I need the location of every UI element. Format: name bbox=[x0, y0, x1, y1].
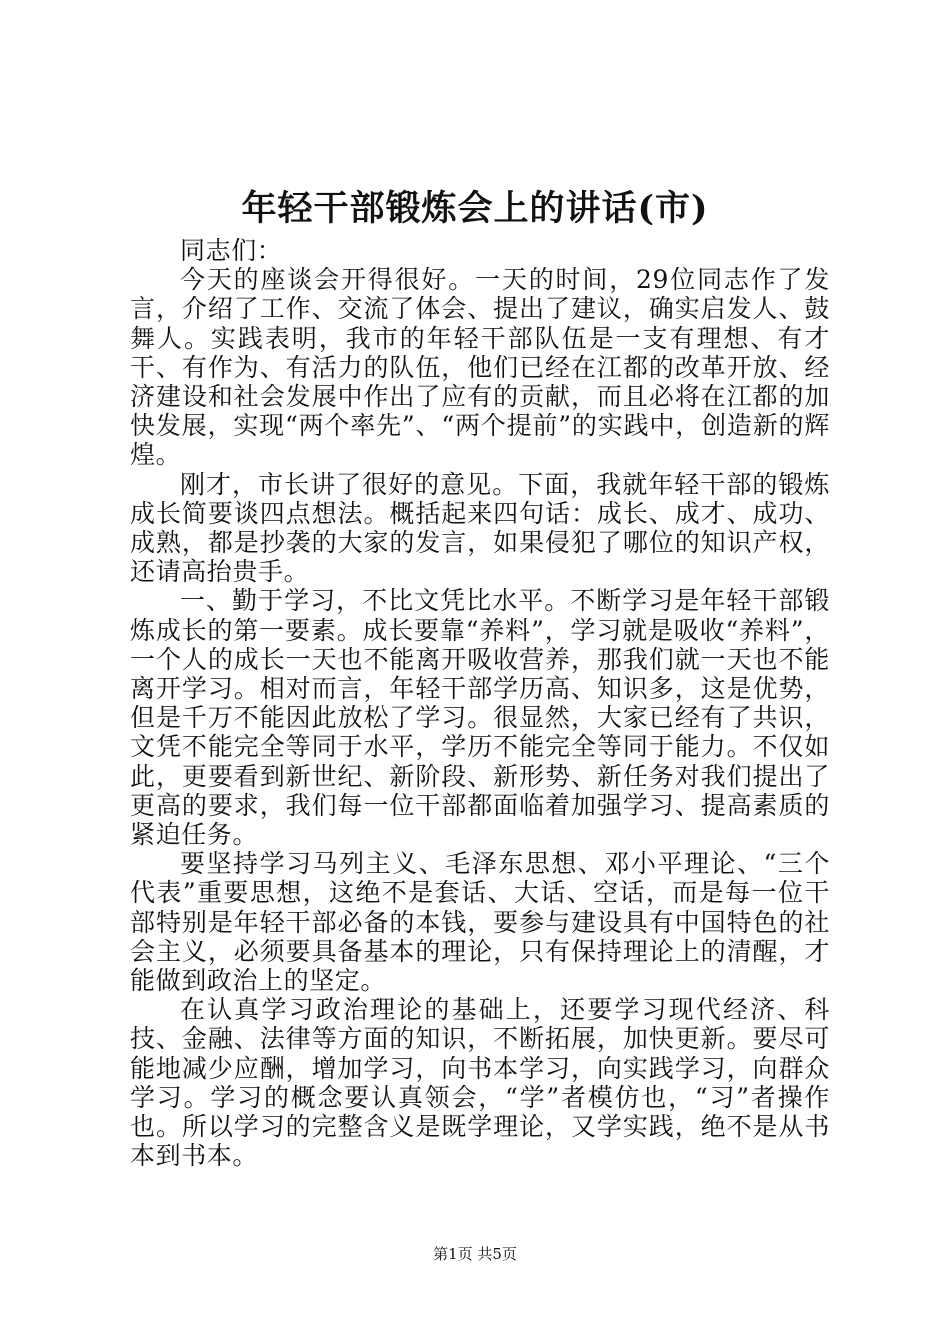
paragraph: 一、勤于学习，不比文凭比水平。不断学习是年轻干部锻炼成长的第一要素。成长要靠“养料”，学习就是吸收“养料”，一个人的成长一天也不能离开吸收营养，那我们就一天也不能离开学习。相对而言，年轻干部学历高、知识多，这是优势，但是千万不能因此放松了学习。很显然，大家已经有了共识，文凭不能完全等同于水平，学历不能完全等同于能力。不仅如此，更要看到新世纪、新阶段、新形势、新任务对我们提出了更高的要求，我们每一位干部都面临着加强学习、提高素质的紧迫任务。 bbox=[130, 586, 830, 850]
paragraph: 要坚持学习马列主义、毛泽东思想、邓小平理论、“三个代表”重要思想，这绝不是套话、大话、空话，而是每一位干部特别是年轻干部必备的本钱，要参与建设具有中国特色的社会主义，必须要具备基本的理论，只有保持理论上的清醒，才能做到政治上的坚定。 bbox=[130, 849, 830, 996]
salutation: 同志们： bbox=[180, 236, 283, 265]
document-title: 年轻干部锻炼会上的讲话(市) bbox=[241, 188, 709, 229]
paragraph: 在认真学习政治理论的基础上，还要学习现代经济、科技、金融、法律等方面的知识，不断拓展，加快更新。要尽可能地减少应酬，增加学习，向书本学习，向实践学习，向群众学习。学习的概念要认真领会，“学”者模仿也，“习”者操作也。所以学习的完整含义是既学理论，又学实践，绝不是从书本到书本。 bbox=[130, 995, 830, 1171]
document-body bbox=[130, 236, 830, 1171]
paragraph: 今天的座谈会开得很好。一天的时间，29位同志作了发言，介绍了工作、交流了体会、提出了建议，确实启发人、鼓舞人。实践表明，我市的年轻干部队伍是一支有理想、有才干、有作为、有活力的队伍，他们已经在江都的改革开放、经济建设和社会发展中作出了应有的贡献，而且必将在江都的加快发展，实现“两个率先”、“两个提前”的实践中，创造新的辉煌。 bbox=[130, 265, 830, 470]
page-number-footer: 第1页 共5页 bbox=[433, 1245, 517, 1263]
paragraph: 刚才，市长讲了很好的意见。下面，我就年轻干部的锻炼成长简要谈四点想法。概括起来四句话：成长、成才、成功、成熟，都是抄袭的大家的发言，如果侵犯了哪位的知识产权，还请高抬贵手。 bbox=[130, 469, 830, 587]
